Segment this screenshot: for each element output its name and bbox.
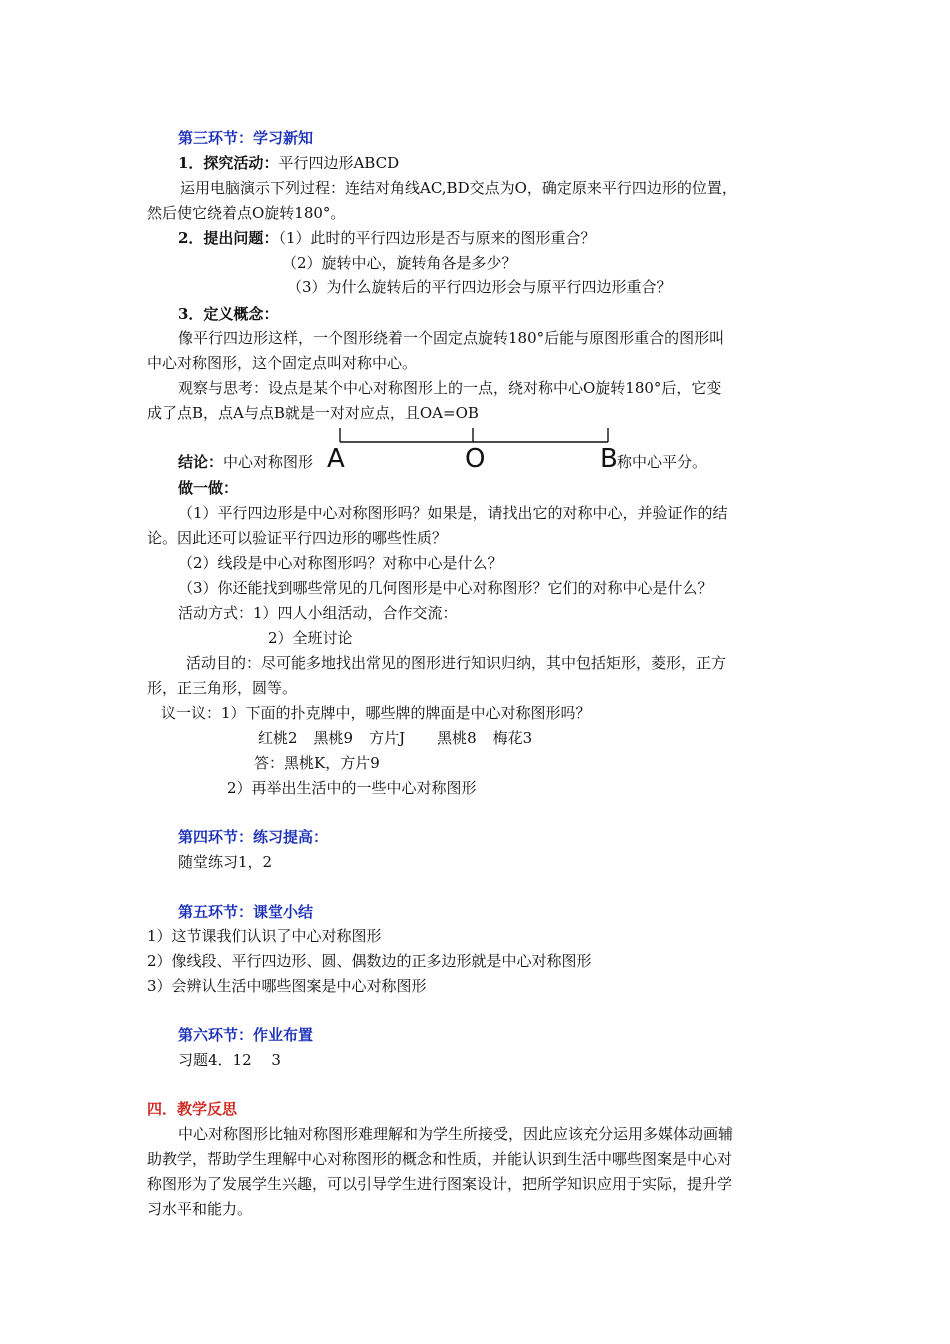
card-item: 方片J: [369, 729, 406, 747]
question-1: （1）此时的平行四边形是否与原来的图形重合？: [278, 229, 596, 247]
activity-2-label: 2．提出问题：: [178, 229, 279, 247]
conclusion-row: [178, 452, 313, 472]
mode-2: 2）全班讨论: [268, 629, 353, 647]
section-3-title: 第三环节：学习新知: [178, 129, 314, 147]
discuss-2: 2）再举出生活中的一些中心对称图形: [227, 779, 477, 797]
summary-item: 1）这节课我们认识了中心对称图形: [147, 927, 382, 945]
conclusion-start: 中心对称图形: [223, 453, 314, 471]
reflection-line: 称图形为了发展学生兴趣，可以引导学生进行图案设计，把所学知识应用于实际，提升学: [147, 1175, 733, 1193]
section-4-title: 第四环节：练习提高：: [178, 828, 329, 846]
activity-1-label: 1．探究活动：: [178, 154, 279, 172]
observe-b: 成了点B，点A与点B就是一对对应点，且OA=OB: [147, 404, 479, 422]
definition-a: 像平行四边形这样，一个图形绕着一个固定点旋转180°后能与原图形重合的图形叫: [178, 329, 725, 347]
label-b: B: [600, 444, 618, 474]
reflection-line: 中心对称图形比轴对称图形难理解和为学生所接受，因此应该充分运用多媒体动画辅: [178, 1125, 734, 1143]
answer: 答：黑桃K，方片9: [254, 754, 380, 772]
conclusion-label: 结论：: [178, 453, 224, 471]
question-1-row: [178, 228, 596, 248]
label-o: O: [465, 444, 486, 474]
paragraph-1b: 然后使它绕着点O旋转180°。: [147, 204, 346, 222]
paragraph-1a: 运用电脑演示下列过程：连结对角线AC,BD交点为O，确定原来平行四边形的位置，: [180, 179, 737, 197]
section-6-text: 习题4．12 3: [178, 1051, 281, 1069]
question-2: （2）旋转中心，旋转角各是多少？: [282, 254, 517, 272]
do-2: （2）线段是中心对称图形吗？对称中心是什么？: [178, 554, 503, 572]
do-1b: 论。因此还可以验证平行四边形的哪些性质？: [147, 529, 448, 547]
card-item: 梅花3: [492, 729, 533, 747]
card-item: 红桃2: [258, 729, 298, 747]
card-item: 黑桃9: [313, 729, 354, 747]
summary-item: 3）会辨认生活中哪些图案是中心对称图形: [147, 977, 427, 995]
do-label: 做一做：: [178, 479, 239, 497]
activity-1: [178, 153, 399, 173]
reflection-line: 习水平和能力。: [147, 1200, 253, 1218]
section-5-title: 第五环节：课堂小结: [178, 903, 314, 921]
section-6-title: 第六环节：作业布置: [178, 1026, 314, 1044]
goal-a: 活动目的：尽可能多地找出常见的图形进行知识归纳，其中包括矩形，菱形，正方: [186, 654, 727, 672]
question-3: （3）为什么旋转后的平行四边形会与原平行四边形重合？: [287, 278, 672, 296]
reflection-title: 四．教学反思: [147, 1100, 238, 1118]
conclusion-end: 称中心平分。: [617, 453, 708, 471]
mode-1: 活动方式：1）四人小组活动，合作交流：: [178, 604, 458, 622]
goal-b: 形，正三角形，圆等。: [147, 679, 298, 697]
do-1a: （1）平行四边形是中心对称图形吗？如果是，请找出它的对称中心，并验证作的结: [178, 504, 728, 522]
definition-b: 中心对称图形，这个固定点叫对称中心。: [147, 354, 418, 372]
reflection-line: 助教学，帮助学生理解中心对称图形的概念和性质，并能认识到生活中哪些图案是中心对: [147, 1150, 733, 1168]
label-a: A: [327, 444, 345, 474]
section-4-text: 随堂练习1，2: [178, 853, 273, 871]
do-3: （3）你还能找到哪些常见的几何图形是中心对称图形？它们的对称中心是什么？: [178, 579, 713, 597]
summary-item: 2）像线段、平行四边形、圆、偶数边的正多边形就是中心对称图形: [147, 952, 592, 970]
activity-1-text: 平行四边形ABCD: [278, 154, 400, 172]
activity-3-label: 3．定义概念：: [178, 305, 279, 323]
card-list: [258, 728, 532, 748]
card-item: 黑桃8: [437, 729, 477, 747]
discuss-1: 议一议：1）下面的扑克牌中，哪些牌的牌面是中心对称图形吗？: [161, 704, 591, 722]
observe-a: 观察与思考：设点是某个中心对称图形上的一点，绕对称中心O旋转180°后，它变: [178, 379, 722, 397]
